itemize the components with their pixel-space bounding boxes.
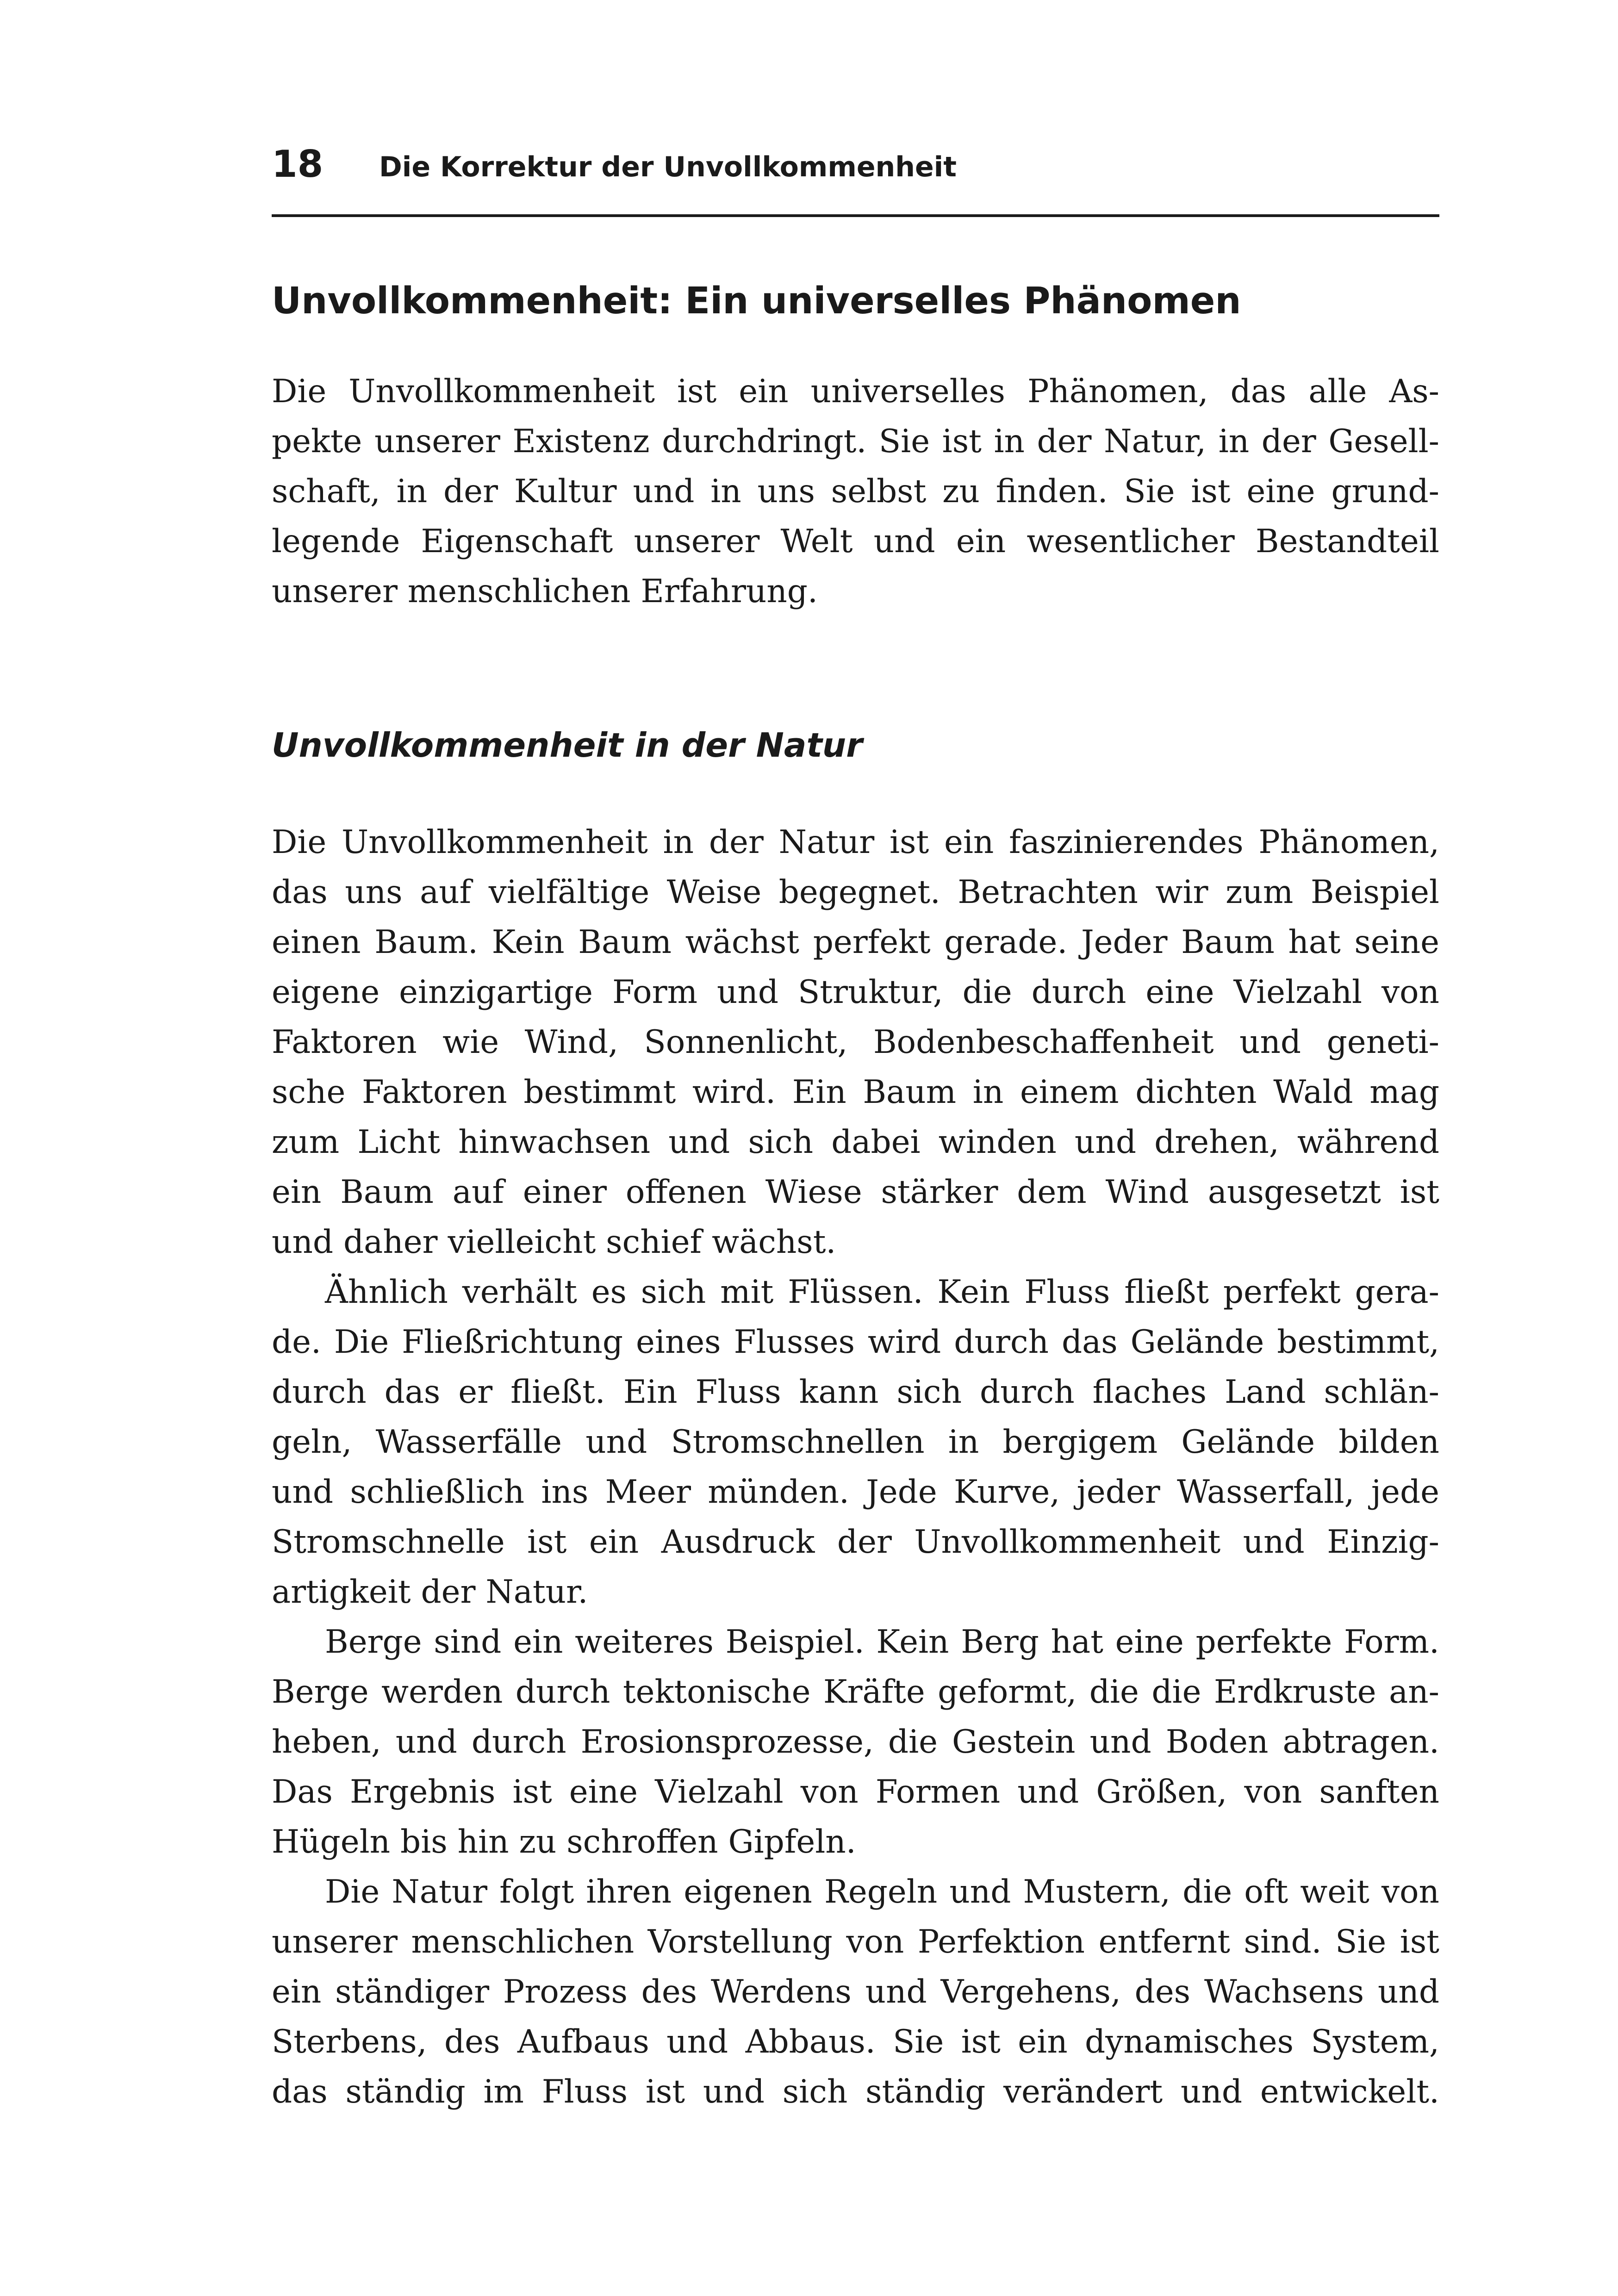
text-line: das ständig im Fluss ist und sich ständig verändert und entwickelt.	[272, 2073, 1439, 2110]
section-heading: Unvollkommenheit: Ein universelles Phänomen	[272, 280, 1241, 322]
text-line: artigkeit der Natur.	[272, 1574, 588, 1611]
text-line: geln, Wasserfälle und Stromschnellen in bergigem Gelände bilden	[272, 1424, 1439, 1461]
text-line: sche Faktoren bestimmt wird. Ein Baum in einem dichten Wald mag	[272, 1074, 1439, 1111]
text-line: de. Die Fließrichtung eines Flusses wird durch das Gelände bestimmt,	[272, 1324, 1439, 1361]
text-line: Die Unvollkommenheit ist ein universelles Phänomen, das alle As-	[272, 373, 1439, 410]
text-line: einen Baum. Kein Baum wächst perfekt gerade. Jeder Baum hat seine	[272, 924, 1439, 961]
subsection-heading: Unvollkommenheit in der Natur	[272, 726, 863, 765]
running-head	[272, 139, 1439, 190]
text-line: Die Unvollkommenheit in der Natur ist ein faszinierendes Phänomen,	[272, 824, 1439, 861]
text-line: und daher vielleicht schief wächst.	[272, 1224, 836, 1261]
running-title: Die Korrektur der Unvollkommenheit	[379, 151, 957, 183]
text-line: Ähnlich verhält es sich mit Flüssen. Kein Fluss fließt perfekt gera-	[325, 1274, 1439, 1311]
page-number: 18	[272, 143, 324, 186]
text-line: Hügeln bis hin zu schroffen Gipfeln.	[272, 1823, 856, 1860]
text-line: Sterbens, des Aufbaus und Abbaus. Sie ist ein dynamisches System,	[272, 2023, 1439, 2060]
text-line: schaft, in der Kultur und in uns selbst zu finden. Sie ist eine grund-	[272, 473, 1439, 510]
text-line: durch das er fließt. Ein Fluss kann sich durch flaches Land schlän-	[272, 1374, 1439, 1411]
text-line: legende Eigenschaft unserer Welt und ein wesentlicher Bestandteil	[272, 523, 1439, 560]
text-line: ein Baum auf einer offenen Wiese stärker dem Wind ausgesetzt ist	[272, 1174, 1439, 1211]
intro-paragraph	[272, 367, 1439, 616]
text-line: Berge sind ein weiteres Beispiel. Kein Berg hat eine perfekte Form.	[325, 1624, 1439, 1661]
text-line: unserer menschlichen Vorstellung von Perfektion entfernt sind. Sie ist	[272, 1923, 1439, 1960]
text-line: und schließlich ins Meer münden. Jede Kurve, jeder Wasserfall, jede	[272, 1474, 1439, 1511]
subsection-body	[272, 817, 1439, 2117]
text-line: unserer menschlichen Erfahrung.	[272, 573, 818, 610]
text-line: Stromschnelle ist ein Ausdruck der Unvollkommenheit und Einzig-	[272, 1524, 1439, 1561]
text-line: ein ständiger Prozess des Werdens und Vergehens, des Wachsens und	[272, 1973, 1439, 2010]
text-line: pekte unserer Existenz durchdringt. Sie ist in der Natur, in der Gesell-	[272, 423, 1439, 460]
text-line: eigene einzigartige Form und Struktur, die durch eine Vielzahl von	[272, 974, 1439, 1011]
text-line: heben, und durch Erosionsprozesse, die Gestein und Boden abtragen.	[272, 1724, 1439, 1761]
text-line: Berge werden durch tektonische Kräfte geformt, die die Erdkruste an-	[272, 1674, 1439, 1711]
header-rule	[272, 214, 1439, 217]
text-line: Die Natur folgt ihren eigenen Regeln und Mustern, die oft weit von	[325, 1873, 1439, 1910]
text-line: zum Licht hinwachsen und sich dabei winden und drehen, während	[272, 1124, 1439, 1161]
text-line: Faktoren wie Wind, Sonnenlicht, Bodenbeschaffenheit und geneti-	[272, 1024, 1439, 1061]
text-line: Das Ergebnis ist eine Vielzahl von Formen und Größen, von sanften	[272, 1773, 1439, 1811]
text-line: das uns auf vielfältige Weise begegnet. Betrachten wir zum Beispiel	[272, 874, 1439, 911]
